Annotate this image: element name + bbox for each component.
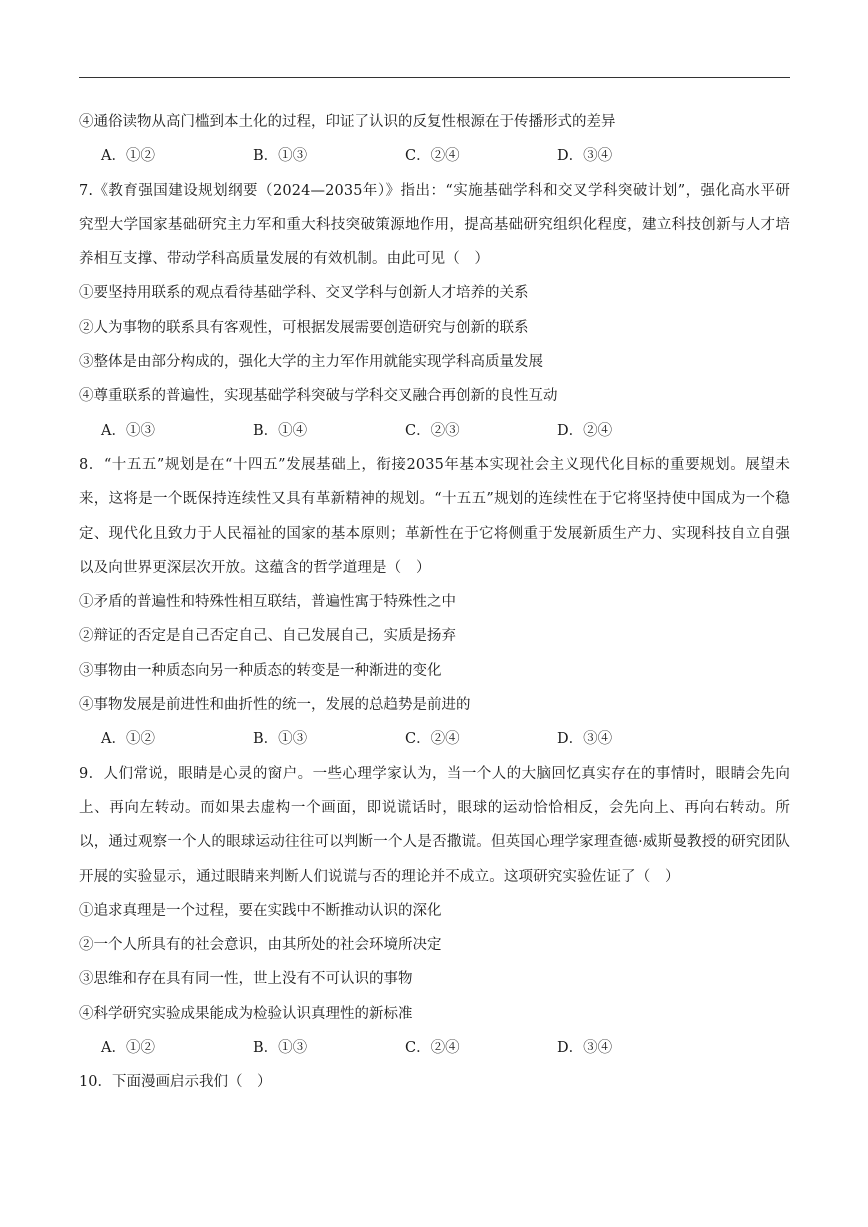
q6-item-4: ④通俗读物从高门槛到本土化的过程，印证了认识的反复性根源在于传播形式的差异 — [79, 114, 616, 130]
q8-option-b: B．①③ — [253, 731, 308, 748]
q6-options — [79, 139, 790, 173]
q9-options — [79, 1031, 790, 1065]
q6-option-d: D．③④ — [557, 148, 613, 165]
q9-option-c: C．②④ — [405, 1040, 460, 1057]
q8-option-a: A．①② — [101, 731, 155, 748]
q8-option-c: C．②④ — [405, 731, 460, 748]
q9-item-3: ③思维和存在具有同一性，世上没有不可认识的事物 — [79, 971, 413, 988]
q8-stem: 8．“十五五”规划是在“十四五”发展基础上，衔接2035年基本实现社会主义现代化目标的重要规划。展望未来，这将是一个既保持连续性又具有革新精神的规划。“十五五”规划的连续性在于它将坚持使中国成为一个稳定、现代化且致力于人民福祉的国家的基本原则；革新性在于它将侧重于发展新质生产力、实现科技自立自强以及向世界更深层次开放。这蕴含的哲学道理是（ ） — [79, 456, 790, 576]
q6-option-c: C．②④ — [405, 148, 460, 165]
question-7 — [79, 174, 790, 448]
q7-item-3: ③整体是由部分构成的，强化大学的主力军作用就能实现学科高质量发展 — [79, 354, 543, 371]
q7-option-c: C．②③ — [405, 422, 460, 439]
q7-item-4: ④尊重联系的普遍性，实现基础学科突破与学科交叉融合再创新的良性互动 — [79, 388, 558, 405]
q6-option-b: B．①③ — [253, 148, 308, 165]
q8-option-d: D．③④ — [557, 731, 613, 748]
q7-option-d: D．②④ — [557, 422, 613, 439]
header-rule — [79, 77, 790, 78]
q6-option-a: A．①② — [101, 148, 155, 165]
q7-stem: 7.《教育强国建设规划纲要（2024—2035年）》指出：“实施基础学科和交叉学科突破计划”，强化高水平研究型大学国家基础研究主力军和重大科技突破策源地作用，提高基础研究组织化程度，建立科技创新与人才培养相互支撑、带动学科高质量发展的有效机制。由此可见（ ） — [79, 182, 790, 268]
q7-item-1: ①要坚持用联系的观点看待基础学科、交叉学科与创新人才培养的关系 — [79, 285, 529, 302]
q7-options — [79, 414, 790, 448]
question-10 — [79, 1065, 790, 1099]
q9-item-2: ②一个人所具有的社会意识，由其所处的社会环境所决定 — [79, 937, 442, 954]
q7-item-2: ②人为事物的联系具有客观性，可根据发展需要创造研究与创新的联系 — [79, 319, 529, 336]
q8-item-3: ③事物由一种质态向另一种质态的转变是一种渐进的变化 — [79, 662, 442, 679]
q8-item-2: ②辩证的否定是自己否定自己、自己发展自己，实质是扬弃 — [79, 628, 456, 645]
q8-item-1: ①矛盾的普遍性和特殊性相互联结，普遍性寓于特殊性之中 — [79, 594, 456, 611]
question-8 — [79, 448, 790, 757]
q8-item-4: ④事物发展是前进性和曲折性的统一，发展的总趋势是前进的 — [79, 697, 471, 714]
q9-item-1: ①追求真理是一个过程，要在实践中不断推动认识的深化 — [79, 902, 442, 919]
q9-option-d: D．③④ — [557, 1040, 613, 1057]
page-content — [79, 105, 790, 1100]
q8-options — [79, 722, 790, 756]
q10-stem: 10．下面漫画启示我们（ ） — [79, 1074, 272, 1091]
q7-option-a: A．①③ — [101, 422, 155, 439]
q9-option-a: A．①② — [101, 1040, 155, 1057]
question-9 — [79, 757, 790, 1066]
q9-option-b: B．①③ — [253, 1040, 308, 1057]
q7-option-b: B．①④ — [253, 422, 308, 439]
q9-stem: 9．人们常说，眼睛是心灵的窗户。一些心理学家认为，当一个人的大脑回忆真实存在的事情时，眼睛会先向上、再向左转动。而如果去虚构一个画面，即说谎话时，眼球的运动恰恰相反，会先向上、再向右转动。所以，通过观察一个人的眼球运动往往可以判断一个人是否撒谎。但英国心理学家理查德·威斯曼教授的研究团队开展的实验显示，通过眼睛来判断人们说谎与否的理论并不成立。这项研究实验佐证了（ ） — [79, 765, 790, 885]
question-6 — [79, 105, 790, 174]
q9-item-4: ④科学研究实验成果能成为检验认识真理性的新标准 — [79, 1005, 413, 1022]
